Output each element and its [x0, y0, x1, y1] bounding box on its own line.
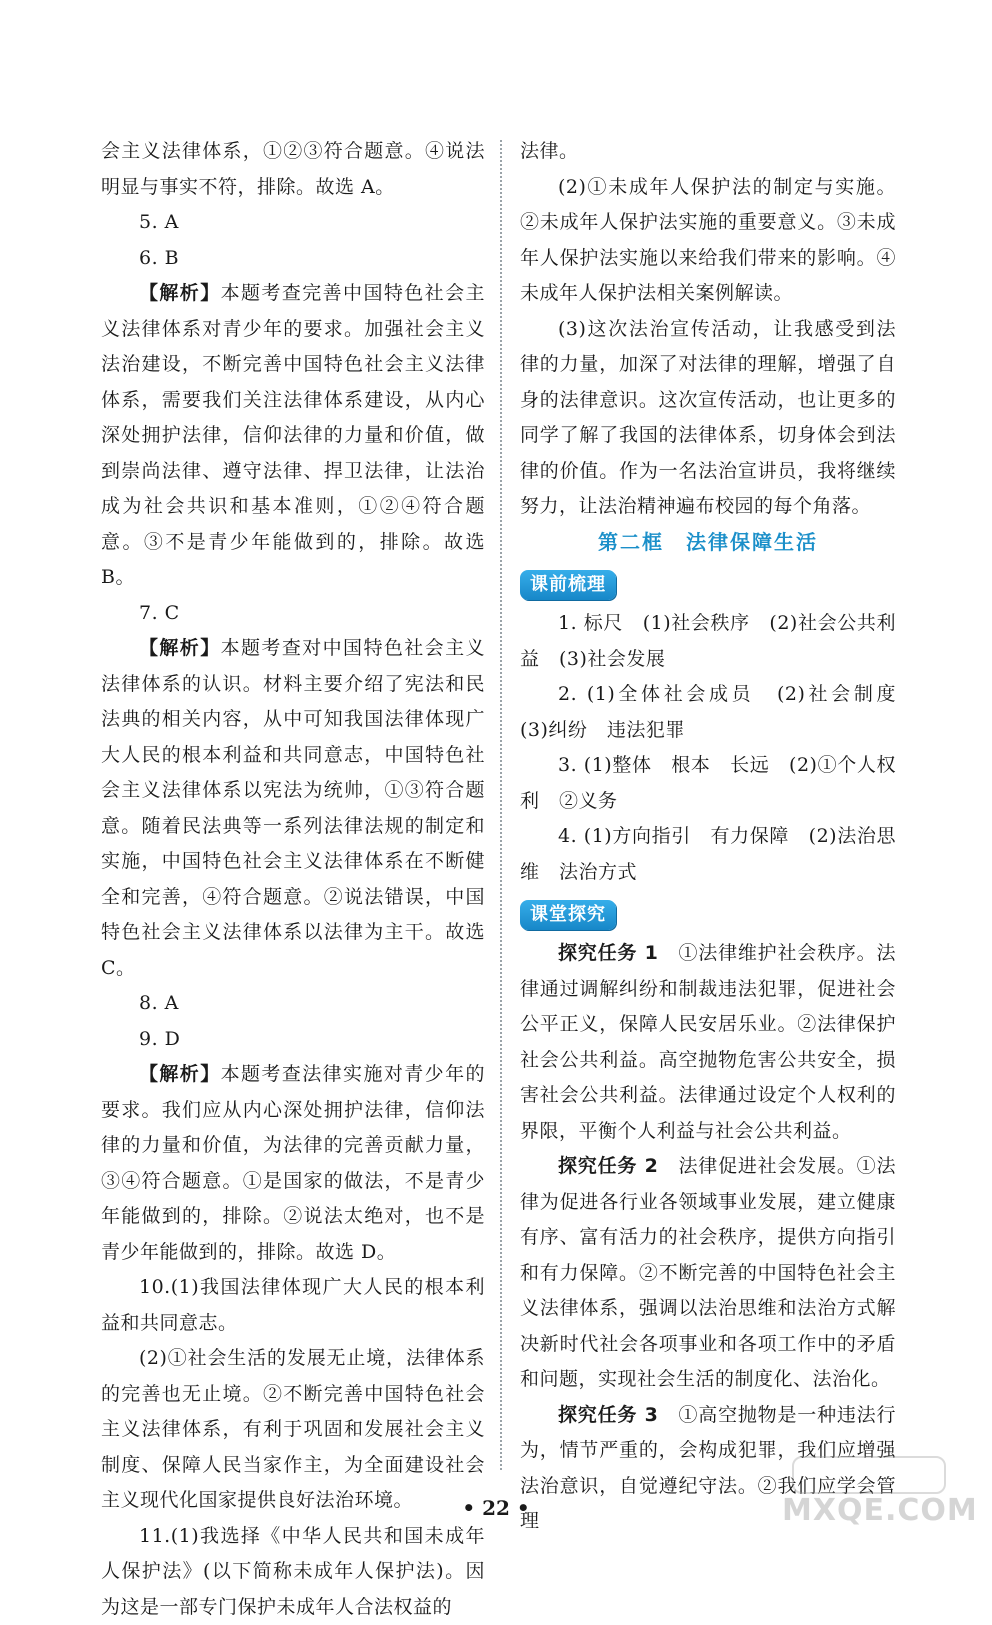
analysis-text: 本题考查法律实施对青少年的要求。我们应从内心深处拥护法律，信仰法律的力量和价值，为法律的完善贡献力量，③④符合题意。①是国家的做法，不是青少年能做到的，排除。②说法太绝对，也不是青少年能做到的，排除。故选 D。 [101, 1063, 485, 1263]
left-column [101, 134, 485, 1625]
task-label: 探究任务 1 [558, 942, 658, 964]
analysis-text: 本题考查对中国特色社会主义法律体系的认识。材料主要介绍了宪法和民法典的相关内容，从中可知我国法律体现广大人民的根本利益和共同意志，中国特色社会主义法律体系以宪法为统帅，①③符合题意。随着民法典等一系列法律法规的制定和实施，中国特色社会主义法律体系在不断健全和完善，④符合题意。②说法错误，中国特色社会主义法律体系以法律为主干。故选 C。 [101, 637, 485, 979]
task-paragraph [520, 1149, 896, 1398]
analysis-paragraph [101, 276, 485, 596]
list-item: 4. (1)方向指引 有力保障 (2)法治思维 法治方式 [520, 819, 896, 890]
page-number: • 22 • [0, 1496, 992, 1520]
badge-class-explore: 课堂探究 [520, 900, 616, 930]
list-item: 2. (1)全体社会成员 (2)社会制度 (3)纠纷 违法犯罪 [520, 677, 896, 748]
badge-pre-class: 课前梳理 [520, 570, 616, 600]
watermark-text: MXQE.COM [782, 1493, 978, 1528]
column-divider [500, 140, 502, 1470]
watermark-box-icon [792, 1456, 946, 1494]
analysis-label: 【解析】 [139, 1063, 221, 1085]
analysis-paragraph [101, 1057, 485, 1270]
right-column [520, 134, 896, 1540]
list-item: 3. (1)整体 根本 长远 (2)①个人权利 ②义务 [520, 748, 896, 819]
paragraph: (3)这次法治宣传活动，让我感受到法律的力量，加深了对法律的理解，增强了自身的法律意识。这次宣传活动，也让更多的同学了解了我国的法律体系，切身体会到法律的价值。作为一名法治宣讲员，我将继续努力，让法治精神遍布校园的每个角落。 [520, 312, 896, 525]
answer-line: 8. A [101, 986, 485, 1022]
paragraph: 法律。 [520, 134, 896, 170]
list-item: 1. 标尺 (1)社会秩序 (2)社会公共利益 (3)社会发展 [520, 606, 896, 677]
task-text: 法律促进社会发展。①法律为促进各行业各领域事业发展，建立健康有序、富有活力的社会秩序，提供方向指引和有力保障。②不断完善的中国特色社会主义法律体系，强调以法治思维和法治方式解决新时代社会各项事业和各项工作中的矛盾和问题，实现社会生活的制度化、法治化。 [520, 1155, 896, 1390]
answer-line: 6. B [101, 241, 485, 277]
analysis-paragraph [101, 631, 485, 986]
answer-line: 9. D [101, 1022, 485, 1058]
analysis-label: 【解析】 [139, 282, 221, 304]
task-label: 探究任务 2 [558, 1155, 658, 1177]
paragraph: 会主义法律体系，①②③符合题意。④说法明显与事实不符，排除。故选 A。 [101, 134, 485, 205]
paragraph: (2)①未成年人保护法的制定与实施。②未成年人保护法实施的重要意义。③未成年人保护法实施以来给我们带来的影响。④未成年人保护法相关案例解读。 [520, 170, 896, 312]
answer-line: 7. C [101, 596, 485, 632]
section-title: 第二框 法律保障生活 [520, 525, 896, 561]
watermark-logo [782, 1456, 952, 1528]
task-label: 探究任务 3 [558, 1404, 658, 1426]
analysis-label: 【解析】 [139, 637, 221, 659]
analysis-text: 本题考查完善中国特色社会主义法律体系对青少年的要求。加强社会主义法治建设，不断完善中国特色社会主义法律体系，需要我们关注法律体系建设，从内心深处拥护法律，信仰法律的力量和价值，做到崇尚法律、遵守法律、捍卫法律，让法治成为社会共识和基本准则，①②④符合题意。③不是青少年能做到的，排除。故选 B。 [101, 282, 485, 588]
paragraph: 11.(1)我选择《中华人民共和国未成年人保护法》(以下简称未成年人保护法)。因为这是一部专门保护未成年人合法权益的 [101, 1519, 485, 1625]
answer-line: 5. A [101, 205, 485, 241]
task-text: ①高空抛物是一种违法行为，情节严重的，会构成犯罪，我们应增强法治意识，自觉遵纪守法。②我们应学会管理 [520, 1404, 896, 1533]
task-text: ①法律维护社会秩序。法律通过调解纠纷和制裁违法犯罪，促进社会公平正义，保障人民安居乐业。②法律保护社会公共利益。高空抛物危害公共安全，损害社会公共利益。法律通过设定个人权利的界限，平衡个人利益与社会公共利益。 [520, 942, 896, 1142]
task-paragraph [520, 936, 896, 1149]
paragraph: (2)①社会生活的发展无止境，法律体系的完善也无止境。②不断完善中国特色社会主义法律体系，有利于巩固和发展社会主义制度、保障人民当家作主，为全面建设社会主义现代化国家提供良好法治环境。 [101, 1341, 485, 1519]
paragraph: 10.(1)我国法律体现广大人民的根本利益和共同意志。 [101, 1270, 485, 1341]
